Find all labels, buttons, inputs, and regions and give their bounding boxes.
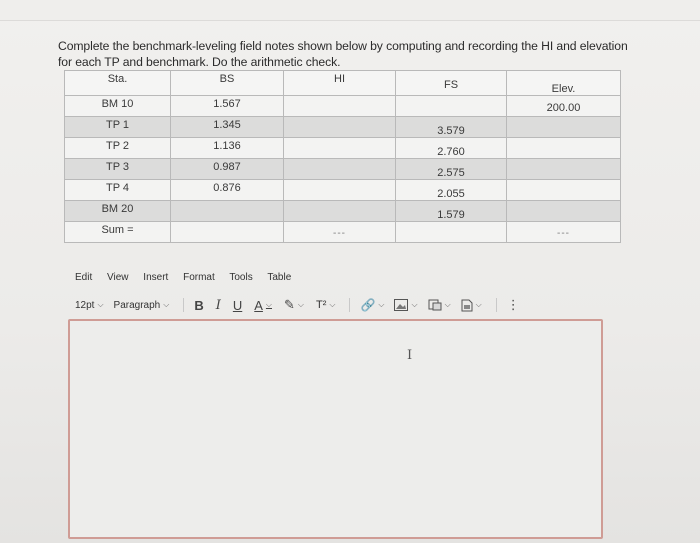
- paragraph-select[interactable]: Paragraph ⌵: [113, 299, 170, 311]
- fs-cell: 2.055: [396, 180, 507, 201]
- field-notes-table: [64, 70, 620, 238]
- bs-cell: 1.136: [171, 138, 284, 159]
- document-icon: [461, 299, 473, 312]
- elev-cell[interactable]: [507, 117, 621, 138]
- editor-menubar: [75, 272, 303, 283]
- chevron-down-icon: ⌵: [378, 300, 385, 309]
- fs-cell[interactable]: [396, 222, 507, 243]
- chevron-down-icon: ⌵: [297, 300, 304, 309]
- menu-insert[interactable]: Insert: [143, 272, 169, 283]
- toolbar-divider: [183, 298, 184, 312]
- chevron-down-icon: ⌵: [97, 300, 104, 309]
- toolbar-divider: [349, 298, 350, 312]
- hi-cell[interactable]: [284, 96, 396, 117]
- link-button[interactable]: [360, 298, 384, 312]
- link-icon: 🔗: [360, 298, 376, 312]
- question-text: Complete the benchmark-leveling field notes shown below by computing and recording the HI and elevation for each TP and benchmark. Do the arithmetic check.: [58, 39, 628, 69]
- chevron-down-icon: ⌵: [411, 300, 418, 309]
- chevron-down-icon: ⌵: [475, 300, 482, 309]
- hi-cell[interactable]: [284, 159, 396, 180]
- highlight-button[interactable]: [284, 297, 304, 313]
- sta-cell: BM 10: [65, 96, 171, 117]
- hi-cell[interactable]: [284, 117, 396, 138]
- sta-cell: TP 2: [65, 138, 171, 159]
- image-icon: [394, 299, 408, 311]
- chevron-down-icon: ⌵: [329, 300, 336, 309]
- underline-button[interactable]: U: [232, 297, 243, 313]
- hi-cell[interactable]: [284, 138, 396, 159]
- bold-button[interactable]: B: [194, 297, 204, 313]
- font-size-select[interactable]: 12pt ⌵: [75, 299, 104, 311]
- fs-cell[interactable]: [396, 96, 507, 117]
- header-hi: HI: [284, 71, 396, 96]
- sta-cell: TP 1: [65, 117, 171, 138]
- fs-cell: 2.760: [396, 138, 507, 159]
- fs-cell: 3.579: [396, 117, 507, 138]
- sta-cell: BM 20: [65, 201, 171, 222]
- menu-table[interactable]: Table: [267, 272, 292, 283]
- more-icon: ⋮: [506, 297, 520, 312]
- sta-cell: Sum =: [65, 222, 171, 243]
- hi-cell[interactable]: [284, 180, 396, 201]
- menu-view[interactable]: View: [107, 272, 129, 283]
- image-button[interactable]: [394, 299, 417, 311]
- superscript-button[interactable]: T² ⌵: [315, 299, 336, 311]
- header-fs: FS: [396, 71, 507, 96]
- more-options-button[interactable]: [507, 297, 520, 313]
- chevron-down-icon: ⌵: [163, 300, 170, 309]
- header-bs: BS: [171, 71, 284, 96]
- bs-cell: 0.876: [171, 180, 284, 201]
- fs-cell: 2.575: [396, 159, 507, 180]
- top-bar: [0, 0, 700, 21]
- elev-cell[interactable]: [507, 138, 621, 159]
- highlighter-icon: ✎: [284, 297, 295, 312]
- editor-toolbar: [75, 297, 532, 313]
- header-elev: Elev.: [507, 71, 621, 96]
- elev-cell: 200.00: [507, 96, 621, 117]
- chevron-down-icon: ⌵: [444, 300, 451, 309]
- menu-edit[interactable]: Edit: [75, 272, 93, 283]
- italic-button[interactable]: I: [215, 297, 221, 313]
- sta-cell: TP 3: [65, 159, 171, 180]
- bs-cell: 0.987: [171, 159, 284, 180]
- document-button[interactable]: [461, 299, 482, 312]
- elev-cell[interactable]: [507, 180, 621, 201]
- elev-cell[interactable]: [507, 159, 621, 180]
- menu-format[interactable]: Format: [183, 272, 215, 283]
- font-color-button[interactable]: A ⌵: [254, 297, 272, 313]
- chevron-down-icon: ⌵: [265, 300, 272, 309]
- embed-icon: [428, 299, 442, 311]
- hi-sum-cell[interactable]: ---: [284, 222, 396, 243]
- hi-cell[interactable]: [284, 201, 396, 222]
- fs-cell: 1.579: [396, 201, 507, 222]
- header-sta: Sta.: [65, 71, 171, 96]
- embed-button[interactable]: [428, 299, 451, 311]
- elev-cell[interactable]: [507, 201, 621, 222]
- bs-cell: 1.345: [171, 117, 284, 138]
- elev-sum-cell[interactable]: ---: [507, 222, 621, 243]
- text-cursor-icon: I: [407, 348, 413, 363]
- bs-cell[interactable]: [171, 222, 284, 243]
- menu-tools[interactable]: Tools: [229, 272, 253, 283]
- answer-text-editor[interactable]: [68, 319, 603, 539]
- bs-cell: 1.567: [171, 96, 284, 117]
- sta-cell: TP 4: [65, 180, 171, 201]
- toolbar-divider: [496, 298, 497, 312]
- bs-cell[interactable]: [171, 201, 284, 222]
